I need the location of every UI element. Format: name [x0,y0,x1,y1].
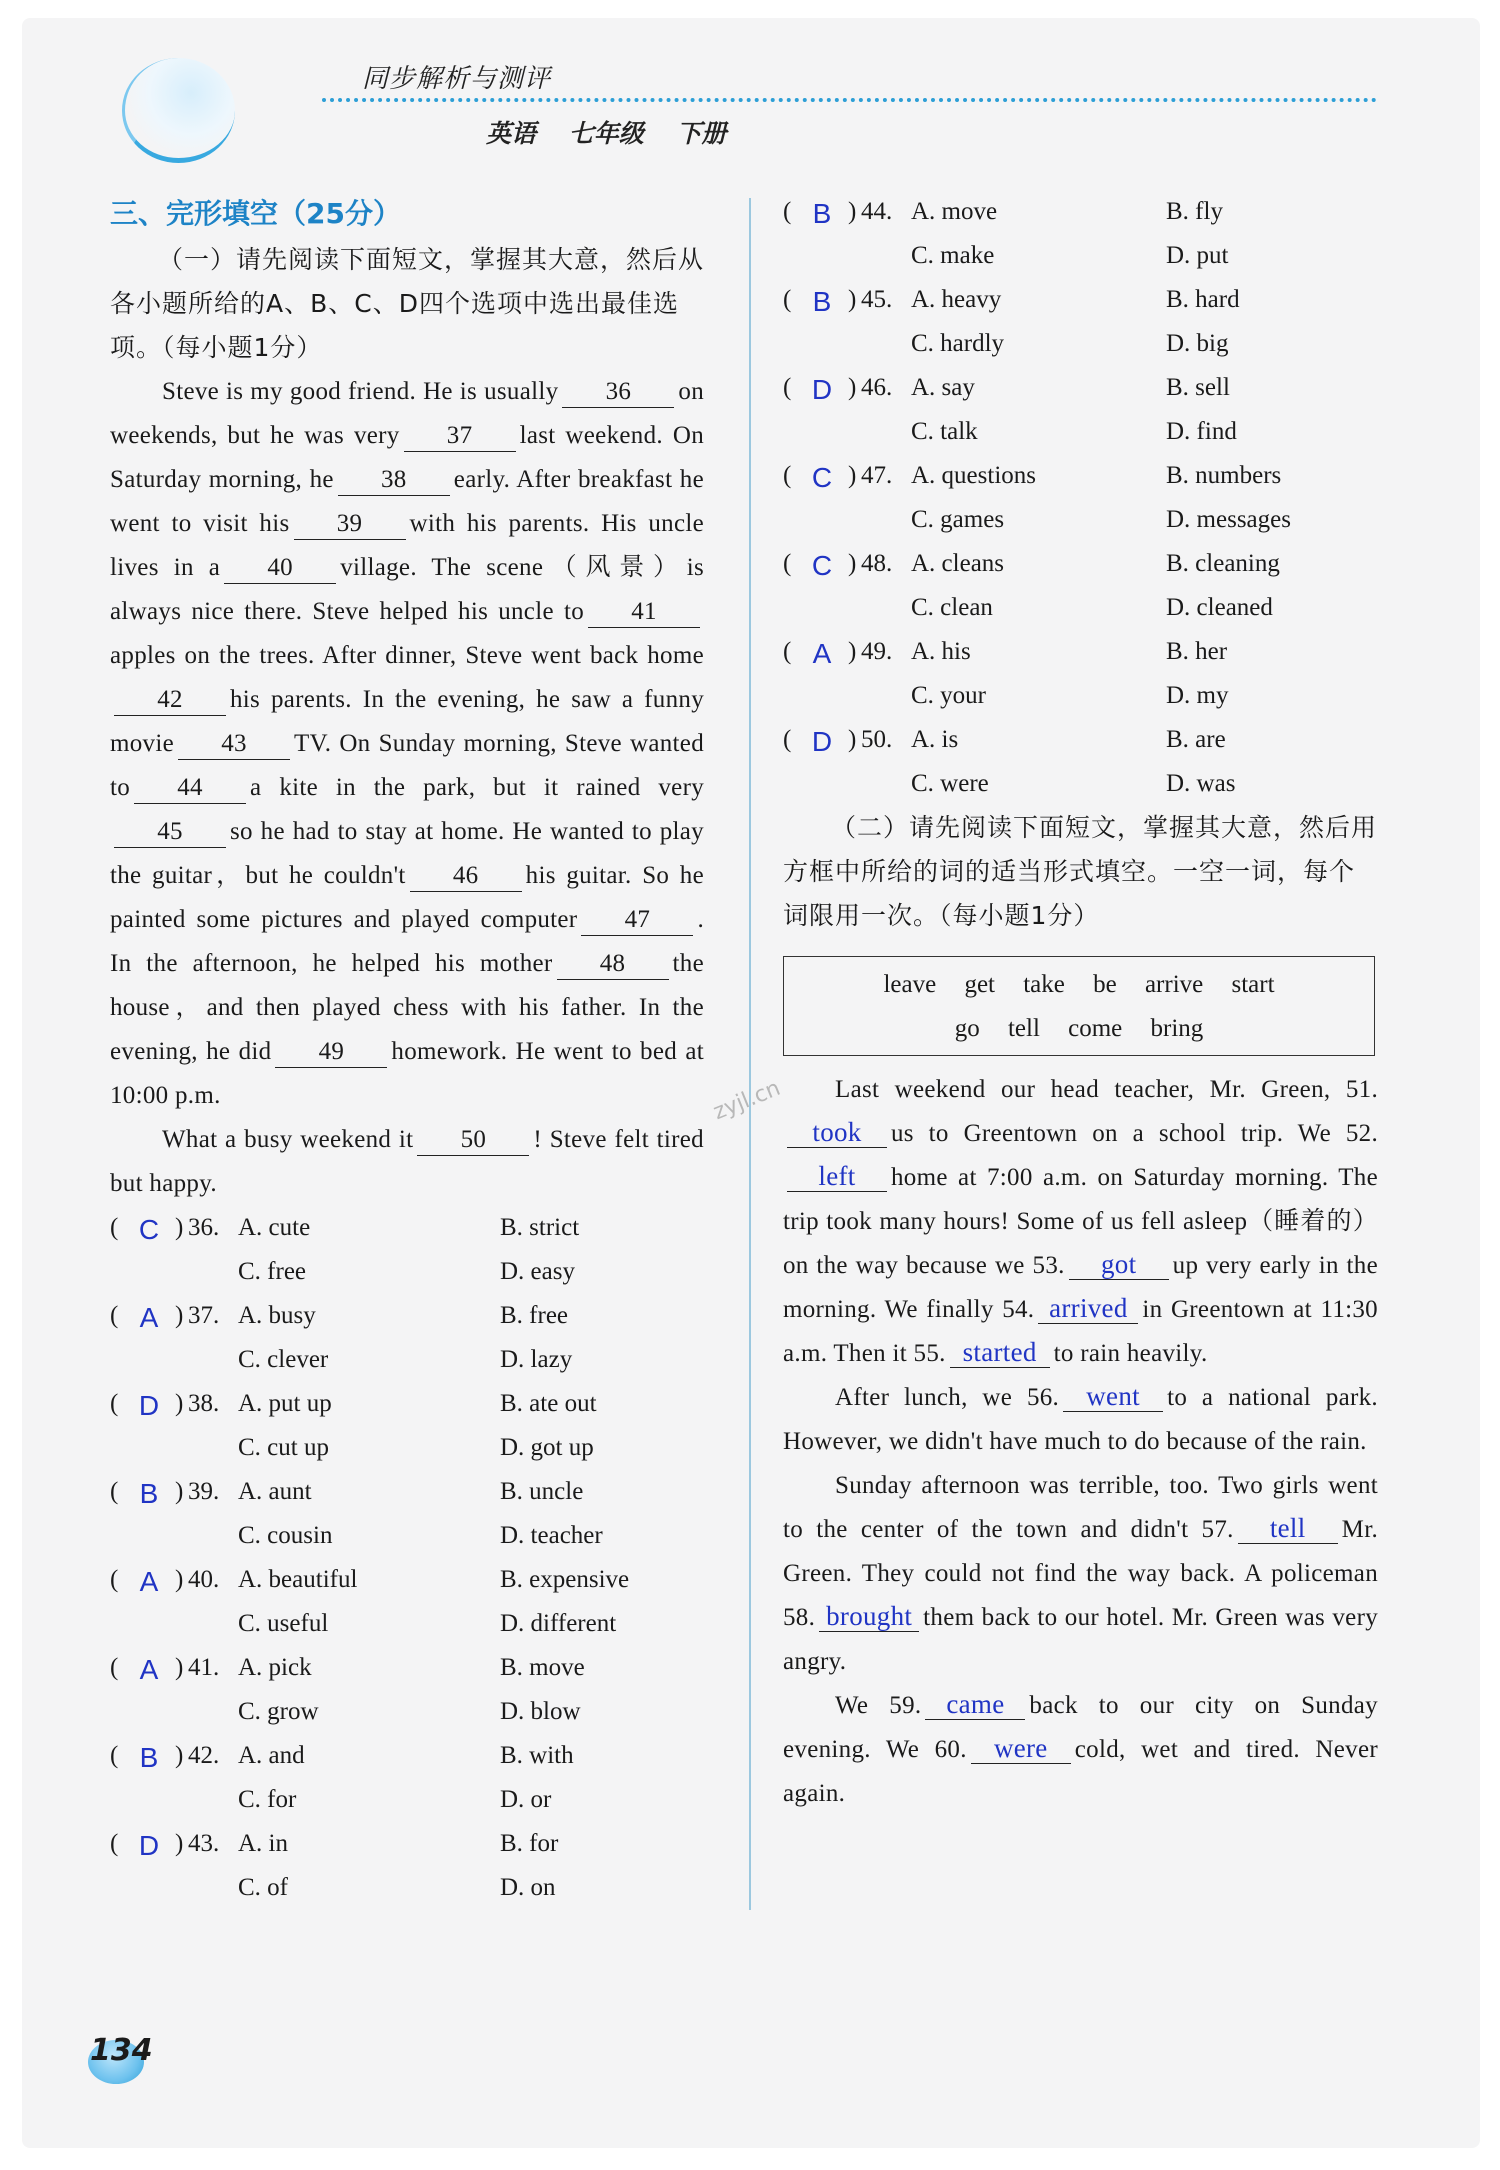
blank-38: 38 [338,465,450,496]
answer: B [139,1742,159,1773]
option-c: C. were [911,770,989,797]
blank-number: 53. [1032,1252,1065,1279]
question-46 [783,366,1378,454]
option-d: D. put [1166,242,1229,269]
column-divider [749,198,751,1910]
option-b: B. fly [1166,198,1223,225]
option-a: A. and [238,1742,305,1769]
question-49 [783,630,1378,718]
paren-left: ( [783,462,792,489]
passage-1-end [110,1118,704,1206]
option-c: C. cousin [238,1522,333,1549]
passage-text: so he had to stay at home. He wanted to play the guitar，but he couldn't [110,818,704,889]
passage-text: Sunday afternoon was terrible, too. Two girls went to the center of the town and didn't [783,1472,1378,1543]
book-logo [122,58,235,163]
option-a: A. say [911,374,975,401]
question-number: 39. [188,1478,220,1505]
option-d: D. or [500,1786,552,1813]
option-a: A. is [911,726,959,753]
header-dotted-rule [322,98,1377,102]
question-list-right [783,190,1378,806]
question-number: 49. [861,638,893,665]
paren-left: ( [783,374,792,401]
book-title: 同步解析与测评 [362,64,552,94]
passage-text: us to Greentown on a school trip. We [891,1120,1331,1147]
passage-text: his guitar. So he painted some pictures and played computer [110,862,704,933]
option-a: A. pick [238,1654,312,1681]
passage-text: the house，and then played chess with his father. In the evening, he did [110,950,704,1065]
answer-53: got [1069,1249,1169,1280]
passage-text: home at 7:00 a.m. on Saturday morning. The trip took many hours! Some of us fell asleep（睡着的）on the way because we [783,1164,1378,1279]
passage-text: What a busy weekend it [162,1126,414,1153]
question-41 [110,1646,704,1734]
question-37 [110,1294,704,1382]
blank-47: 47 [581,905,693,936]
option-d: D. my [1166,682,1229,709]
option-a: A. cleans [911,550,1005,577]
option-a: A. put up [238,1390,332,1417]
answer: C [811,550,833,581]
paren-right: ) [848,726,857,753]
passage-text: a kite in the park, but it rained very [250,774,704,801]
option-a: A. heavy [911,286,1002,313]
part2-instructions: （二）请先阅读下面短文，掌握其大意，然后用方框中所给的词的适当形式填空。一空一词，每个词限用一次。（每小题1分） [783,813,1378,930]
paren-right: ) [175,1830,184,1857]
blank-number: 51. [1345,1076,1378,1103]
answer: B [812,198,832,229]
blank-number: 57. [1201,1516,1234,1543]
blank-number: 52. [1345,1120,1378,1147]
option-b: B. are [1166,726,1226,753]
answer: D [811,374,833,405]
passage-text: on weekends, but he was very [110,378,704,449]
blank-number: 60. [934,1736,967,1763]
paren-right: ) [848,286,857,313]
passage-text: Steve is my good friend. He is usually [162,378,559,405]
passage-text: them back to our hotel. Mr. Green was very angry. [783,1604,1378,1675]
watermark: zyjl.cn [709,1075,784,1126]
blank-41: 41 [588,597,700,628]
option-d: D. easy [500,1258,575,1285]
passage-2-para-2 [783,1376,1378,1464]
answer-57: tell [1238,1513,1338,1544]
answer: C [138,1214,160,1245]
option-a: A. cute [238,1214,311,1241]
blank-49: 49 [275,1037,387,1068]
option-b: B. sell [1166,374,1230,401]
answer: D [138,1390,160,1421]
passage-1 [110,370,704,1118]
answer: B [812,286,832,317]
question-number: 40. [188,1566,220,1593]
passage-text: Mr. Green. They could not find the way back. A policeman [783,1516,1378,1587]
option-b: B. for [500,1830,559,1857]
paren-right: ) [848,638,857,665]
passage-text: in Greentown at 11:30 a.m. Then it [783,1296,1378,1367]
passage-text: village. The scene（风景）is always nice there. Steve helped his uncle to [110,554,704,625]
passage-text: cold, wet and tired. Never again. [783,1736,1378,1807]
option-c: C. clean [911,594,993,621]
passage-text: homework. He went to bed at 10:00 p.m. [110,1038,704,1109]
question-40 [110,1558,704,1646]
passage-text: back to our city on Sunday evening. We [783,1692,1378,1763]
question-number: 42. [188,1742,220,1769]
option-a: A. aunt [238,1478,312,1505]
question-number: 46. [861,374,893,401]
option-b: B. her [1166,638,1228,665]
option-c: C. for [238,1786,297,1813]
option-d: D. blow [500,1698,581,1725]
question-number: 36. [188,1214,220,1241]
question-number: 48. [861,550,893,577]
option-b: B. expensive [500,1566,630,1593]
option-c: C. useful [238,1610,329,1637]
answer-55: started [950,1337,1050,1368]
paren-right: ) [848,462,857,489]
passage-text: Last weekend our head teacher, Mr. Green, [835,1076,1331,1103]
paren-right: ) [175,1742,184,1769]
option-c: C. games [911,506,1005,533]
word-bank-row-2: go tell come bring [954,1015,1204,1042]
question-42 [110,1734,704,1822]
part1-instructions: （一）请先阅读下面短文，掌握其大意，然后从各小题所给的A、B、C、D四个选项中选出最佳选项。（每小题1分） [110,245,705,362]
passage-text: apples on the trees. After dinner, Steve went back home [110,642,704,669]
paren-left: ( [110,1214,119,1241]
paren-left: ( [783,726,792,753]
paren-right: ) [175,1302,184,1329]
blank-36: 36 [562,377,674,408]
question-47 [783,454,1378,542]
option-c: C. make [911,242,995,269]
answer-59: came [925,1689,1025,1720]
option-c: C. talk [911,418,978,445]
blank-number: 56. [1026,1384,1060,1411]
blank-39: 39 [294,509,406,540]
question-number: 38. [188,1390,220,1417]
option-c: C. clever [238,1346,329,1373]
paren-right: ) [175,1478,184,1505]
answer-54: arrived [1038,1293,1138,1324]
option-d: D. teacher [500,1522,603,1549]
paren-right: ) [175,1566,184,1593]
paren-left: ( [110,1478,119,1505]
question-36 [110,1206,704,1294]
option-b: B. with [500,1742,574,1769]
answer: D [811,726,833,757]
answer-52: left [787,1161,887,1192]
passage-text: ! Steve felt tired but happy. [110,1126,704,1197]
answer: D [138,1830,160,1861]
question-number: 37. [188,1302,220,1329]
answer-58: brought [819,1601,919,1632]
question-43 [110,1822,704,1910]
question-number: 43. [188,1830,220,1857]
answer: A [139,1302,159,1333]
blank-number: 54. [1002,1296,1035,1323]
blank-45: 45 [114,817,226,848]
option-b: B. strict [500,1214,580,1241]
paren-left: ( [783,286,792,313]
question-38 [110,1382,704,1470]
question-39 [110,1470,704,1558]
paren-right: ) [175,1654,184,1681]
paren-left: ( [110,1302,119,1329]
option-d: D. find [1166,418,1237,445]
paren-left: ( [783,638,792,665]
option-d: D. different [500,1610,617,1637]
passage-text: last weekend. On Saturday morning, he [110,422,704,493]
passage-text: up very early in the morning. We finally [783,1252,1378,1323]
option-b: B. free [500,1302,569,1329]
paren-left: ( [783,198,792,225]
option-b: B. numbers [1166,462,1282,489]
paren-right: ) [848,550,857,577]
option-d: D. messages [1166,506,1291,533]
paren-left: ( [110,1830,119,1857]
passage-text: his parents. In the evening, he saw a funny movie [110,686,704,757]
option-d: D. big [1166,330,1229,357]
passage-text: . In the afternoon, he helped his mother [110,906,704,977]
question-number: 41. [188,1654,220,1681]
option-c: C. hardly [911,330,1005,357]
question-45 [783,278,1378,366]
answer: A [139,1566,159,1597]
option-b: B. move [500,1654,585,1681]
word-bank-box [783,956,1375,1056]
subject-grade: 英语 七年级 下册 [486,119,727,148]
paren-left: ( [783,550,792,577]
paren-right: ) [848,198,857,225]
option-d: D. got up [500,1434,594,1461]
option-b: B. cleaning [1166,550,1280,577]
question-48 [783,542,1378,630]
option-a: A. beautiful [238,1566,358,1593]
paren-left: ( [110,1566,119,1593]
passage-2-para-4 [783,1684,1378,1816]
paren-left: ( [110,1654,119,1681]
blank-48: 48 [557,949,669,980]
option-a: A. questions [911,462,1036,489]
blank-number: 58. [783,1604,816,1631]
option-c: C. free [238,1258,307,1285]
question-list-left [110,1206,704,1910]
option-c: C. grow [238,1698,319,1725]
answer-56: went [1063,1381,1163,1412]
left-column [110,190,704,1910]
blank-number: 55. [913,1340,946,1367]
page-number: 134 [90,2033,153,2068]
option-a: A. his [911,638,971,665]
word-bank-row-1: leave get take be arrive start [883,971,1275,998]
passage-2-para-1 [783,1068,1378,1376]
option-a: A. busy [238,1302,316,1329]
question-44 [783,190,1378,278]
answer: B [139,1478,159,1509]
option-d: D. lazy [500,1346,573,1373]
answer: C [811,462,833,493]
passage-text: with his parents. His uncle lives in a [110,510,705,581]
option-c: C. your [911,682,986,709]
question-50 [783,718,1378,806]
paren-right: ) [848,374,857,401]
option-a: A. move [911,198,998,225]
blank-46: 46 [410,861,522,892]
right-column [783,190,1378,1816]
paren-right: ) [175,1390,184,1417]
blank-44: 44 [134,773,246,804]
passage-text: After lunch, we [835,1384,1013,1411]
passage-text: to rain heavily. [1053,1340,1208,1367]
blank-42: 42 [114,685,226,716]
paren-right: ) [175,1214,184,1241]
option-c: C. of [238,1874,288,1901]
paren-left: ( [110,1742,119,1769]
blank-40: 40 [224,553,336,584]
blank-number: 59. [889,1692,922,1719]
option-d: D. was [1166,770,1236,797]
passage-text: We [835,1692,869,1719]
answer: A [139,1654,159,1685]
answer-60: were [971,1733,1071,1764]
paren-left: ( [110,1390,119,1417]
option-d: D. cleaned [1166,594,1273,621]
answer: A [812,638,832,669]
question-number: 44. [861,198,893,225]
section-title: 三、完形填空（25分） [110,197,401,230]
question-number: 50. [861,726,893,753]
option-a: A. in [238,1830,288,1857]
passage-text: early. After breakfast he went to visit his [110,466,704,537]
blank-43: 43 [178,729,290,760]
answer-51: took [787,1117,887,1148]
option-b: B. uncle [500,1478,584,1505]
option-b: B. hard [1166,286,1240,313]
passage-2-para-3 [783,1464,1378,1684]
passage-text: to a national park. However, we didn't have much to do because of the rain. [783,1384,1378,1455]
option-d: D. on [500,1874,556,1901]
passage-text: TV. On Sunday morning, Steve wanted to [110,730,704,801]
option-c: C. cut up [238,1434,329,1461]
blank-50: 50 [417,1125,529,1156]
option-b: B. ate out [500,1390,597,1417]
question-number: 45. [861,286,893,313]
question-number: 47. [861,462,893,489]
blank-37: 37 [404,421,516,452]
